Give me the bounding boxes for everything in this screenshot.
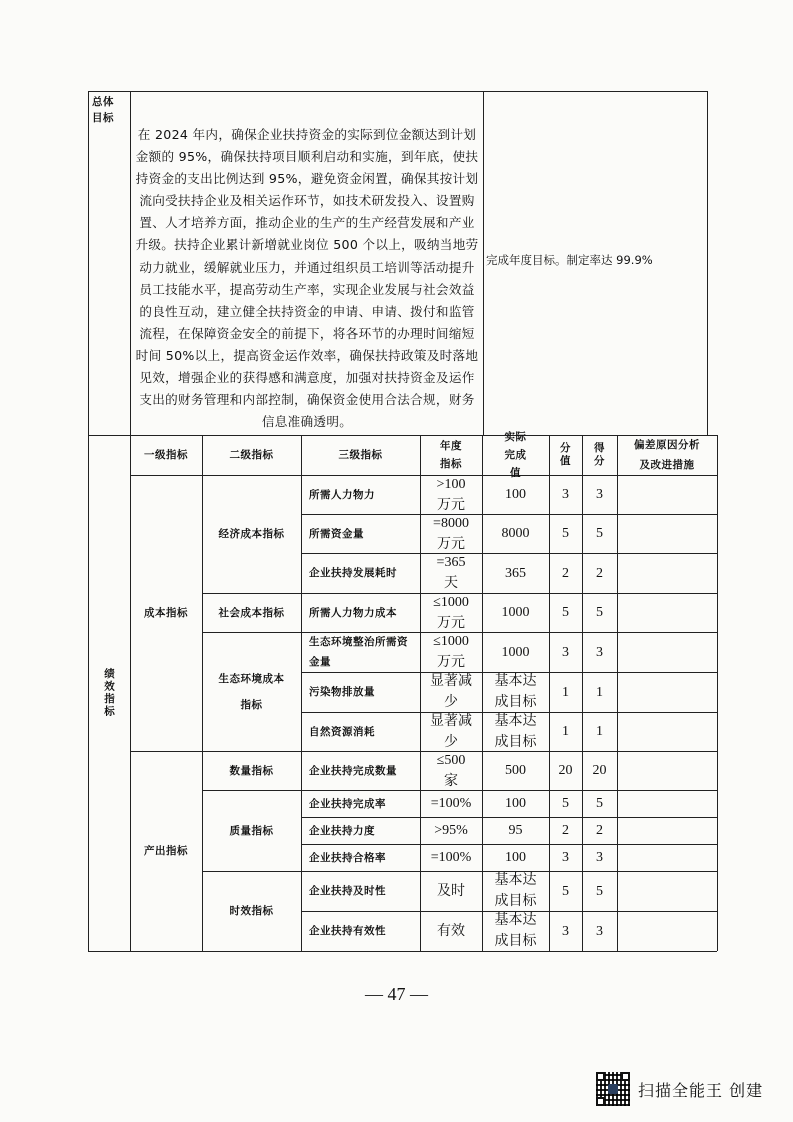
row-indicator: 企业扶持完成数量	[309, 764, 397, 777]
row-score-value: 5	[562, 796, 569, 811]
row-annual-target-line2: 少	[444, 734, 458, 750]
row-indicator: 生态环境整治所需资金量	[309, 636, 408, 668]
level2-social-cost: 社会成本指标	[218, 606, 285, 619]
row-score-obtained: 2	[596, 823, 603, 838]
row-score-obtained: 5	[596, 526, 603, 541]
row-score-value: 3	[562, 923, 569, 939]
row-actual-value-line1: 基本达	[494, 913, 537, 928]
row-annual-target	[420, 553, 482, 593]
row-score-value: 1	[562, 724, 569, 739]
row-actual-value: 365	[505, 565, 526, 581]
row-score-value: 5	[562, 883, 569, 899]
row-score-obtained: 5	[596, 605, 603, 620]
scanner-watermark	[596, 1072, 763, 1106]
row-actual-value: 100	[505, 796, 526, 811]
row-actual-value-line2: 成目标	[494, 734, 537, 750]
header-score-obtained: 得分	[594, 442, 605, 467]
row-actual-value-line2: 成目标	[494, 695, 537, 710]
qr-code-icon	[596, 1072, 630, 1106]
row-annual-target-line1: ≤1000	[433, 634, 469, 649]
row-indicator: 污染物排放量	[309, 686, 375, 698]
row-actual-value-line1: 基本达	[494, 674, 537, 689]
goal-label-line2: 目标	[92, 112, 114, 124]
row-annual-target	[420, 712, 482, 751]
row-annual-target-line2: 家	[444, 773, 458, 789]
row-deviation-note	[617, 751, 717, 790]
row-actual-value	[482, 712, 549, 751]
level2-economic-cost: 经济成本指标	[218, 528, 285, 540]
level2-quality: 质量指标	[229, 824, 274, 837]
header-score-value: 分值	[560, 442, 571, 467]
goal-label	[92, 94, 128, 126]
row-deviation-note	[617, 844, 717, 871]
row-annual-target: >95%	[434, 823, 468, 838]
row-score-value: 3	[562, 850, 569, 865]
row-annual-target-line1: ≤1000	[433, 594, 469, 610]
row-actual-value: 95	[508, 823, 523, 838]
row-annual-target: =100%	[430, 796, 472, 811]
row-actual-value-line2: 成目标	[494, 894, 537, 909]
row-score-obtained: 3	[596, 923, 603, 939]
row-annual-target-line1: 显著减	[430, 674, 472, 689]
row-annual-target-line1: =365	[436, 555, 466, 570]
row-deviation-note	[617, 712, 717, 751]
row-score-value: 3	[562, 487, 569, 502]
row-actual-value	[482, 871, 549, 911]
level2-timeliness: 时效指标	[229, 905, 274, 917]
row-annual-target: 及时	[437, 883, 465, 899]
row-score-value: 20	[558, 763, 573, 778]
level1-output: 产出指标	[144, 845, 188, 857]
level2-quantity: 数量指标	[229, 764, 274, 777]
row-indicator: 所需资金量	[309, 527, 364, 540]
goal-description: 在 2024 年内，确保企业扶持资金的实际到位金额达到计划金额的 95%，确保扶持项目顺利启动和实施，到年底，使扶持资金的支出比例达到 95%，避免资金闲置，确保其按计划流向受扶持企业及相关运作环节，如技术研发投入、设置购置、人才培养方面，推动企业的生产的生产经营发展和产业升级。扶持企业累计新增就业岗位 500 个以上，吸纳当地劳动力就业，缓解就业压力，并通过组织员工培训等活动提升员工技能水平，提高劳动生产率，实现企业发展与社会效益的良性互动，建立健全扶持资金的申请、申请、拨付和监管流程，在保障资金安全的前提下，将各环节的办理时间缩短时间 50%以上，提高资金运作效率，确保扶持政策及时落地见效，增强企业的获得感和满意度，加强对扶持资金及运作支出的财务管理和内部控制，确保资金使用合法合规，财务信息准确透明。	[135, 127, 479, 430]
row-score-value: 1	[562, 684, 569, 700]
row-annual-target	[420, 751, 482, 790]
row-indicator: 所需人力物力	[309, 488, 375, 501]
row-indicator: 企业扶持有效性	[309, 925, 386, 937]
header-annual-target: 年度指标	[440, 440, 462, 470]
row-actual-value: 8000	[501, 526, 530, 541]
row-score-obtained: 1	[596, 684, 603, 700]
header-level2: 二级指标	[229, 449, 274, 461]
level1-cost: 成本指标	[144, 607, 188, 619]
row-annual-target-line2: 少	[444, 695, 458, 710]
row-annual-target: 有效	[437, 923, 465, 939]
row-actual-value-line1: 基本达	[494, 873, 537, 888]
row-actual-value	[482, 672, 549, 712]
header-deviation: 偏差原因分析及改进措施	[634, 439, 700, 471]
row-annual-target-line2: 万元	[437, 615, 465, 631]
row-score-value: 5	[562, 526, 569, 541]
row-deviation-note	[617, 514, 717, 553]
row-score-value: 5	[562, 605, 569, 620]
row-annual-target	[420, 514, 482, 553]
page-number: — 47 —	[365, 984, 428, 1004]
row-actual-value-line1: 基本达	[494, 713, 537, 729]
row-deviation-note	[617, 871, 717, 911]
row-annual-target-line1: ≤500	[436, 752, 466, 768]
row-score-value: 2	[562, 823, 569, 838]
row-annual-target-line2: 万元	[437, 536, 465, 552]
row-annual-target-line2: 万元	[437, 655, 465, 670]
row-actual-value: 1000	[501, 644, 530, 660]
row-score-obtained: 1	[596, 724, 603, 739]
row-deviation-note	[617, 475, 717, 514]
row-score-obtained: 3	[596, 644, 603, 660]
row-actual-value: 1000	[501, 605, 530, 620]
goal-label-line1: 总体	[92, 96, 114, 108]
row-actual-value: 500	[505, 763, 526, 778]
row-deviation-note	[617, 553, 717, 593]
row-indicator: 企业扶持及时性	[309, 885, 386, 897]
row-annual-target	[420, 672, 482, 712]
row-actual-value-line2: 成目标	[494, 934, 537, 949]
row-score-obtained: 20	[592, 763, 607, 778]
perf-section-label: 绩效指标	[103, 668, 115, 718]
row-actual-value: 100	[505, 850, 526, 865]
row-deviation-note	[617, 817, 717, 844]
row-score-obtained: 2	[596, 565, 603, 581]
row-annual-target-line1: =8000	[433, 515, 469, 531]
row-annual-target-line2: 万元	[437, 497, 465, 513]
row-annual-target-line2: 天	[444, 576, 458, 591]
header-level3: 三级指标	[338, 449, 383, 461]
row-score-obtained: 3	[596, 487, 603, 502]
row-indicator: 自然资源消耗	[309, 725, 375, 738]
row-deviation-note	[617, 672, 717, 712]
row-deviation-note	[617, 632, 717, 672]
header-level1: 一级指标	[144, 449, 188, 461]
row-score-value: 2	[562, 565, 569, 581]
row-deviation-note	[617, 790, 717, 817]
row-annual-target: =100%	[430, 850, 472, 865]
row-annual-target	[420, 475, 482, 514]
row-indicator: 企业扶持合格率	[309, 851, 386, 864]
row-actual-value	[482, 911, 549, 951]
row-deviation-note	[617, 593, 717, 632]
row-indicator: 企业扶持发展耗时	[309, 567, 397, 579]
watermark-text: 扫描全能王 创建	[638, 1080, 764, 1100]
row-indicator: 企业扶持力度	[309, 824, 375, 837]
row-score-obtained: 3	[596, 850, 603, 865]
row-annual-target-line1: 显著减	[430, 713, 472, 729]
row-score-obtained: 5	[596, 883, 603, 899]
row-indicator: 所需人力物力成本	[309, 606, 397, 619]
row-actual-value: 100	[505, 487, 526, 502]
row-annual-target	[420, 632, 482, 672]
row-annual-target-line1: >100	[436, 476, 466, 492]
row-deviation-note	[617, 911, 717, 951]
row-indicator: 企业扶持完成率	[309, 797, 386, 810]
goal-completion: 完成年度目标。制定率达 99.9%	[486, 253, 653, 267]
row-score-value: 3	[562, 644, 569, 660]
level2-eco-cost: 生态环境成本指标	[218, 672, 285, 711]
row-annual-target	[420, 593, 482, 632]
header-actual-value: 实际完成值	[504, 431, 527, 479]
row-score-obtained: 5	[596, 796, 603, 811]
